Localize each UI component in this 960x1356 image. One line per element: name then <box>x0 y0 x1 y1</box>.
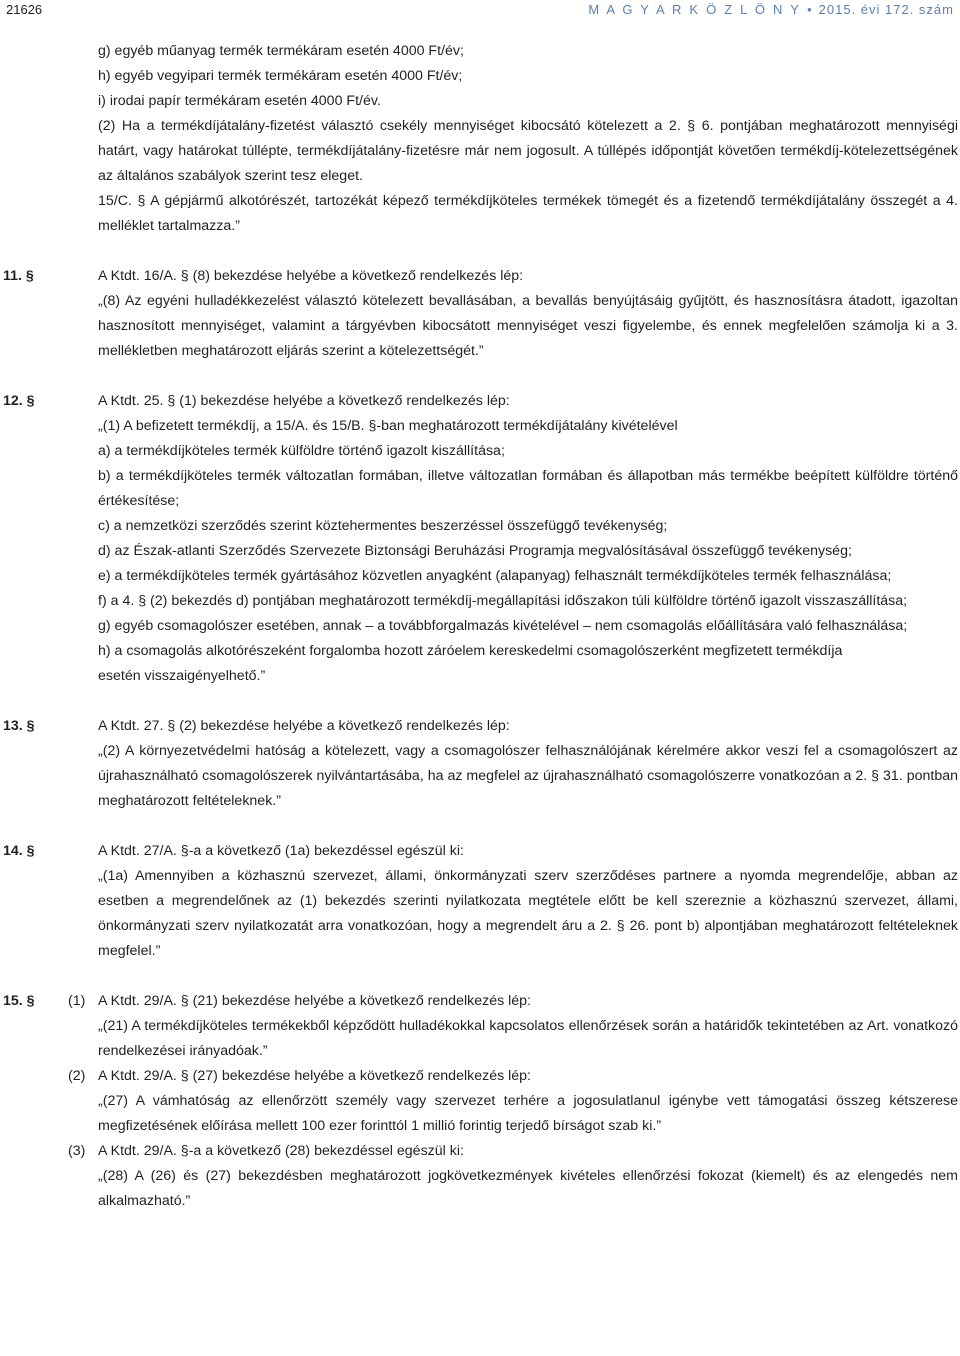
journal-name: M A G Y A R K Ö Z L Ö N Y <box>588 2 802 17</box>
section-line: „(8) Az egyéni hulladékkezelést választó kötelezett bevallásában, a bevallás benyújtásáig gyűjtött, és hasznosításra átadott, igazoltan hasznosított mennyiséget, valamint a tárgyévben kibocsátott mennyiséget veszi figyelembe, és ennek megfelelően számolja ki a 3. mellékletben meghatározott eljárás szerint a kötelezettségét.” <box>98 293 958 359</box>
section-line: „(2) A környezetvédelmi hatóság a kötelezett, vagy a csomagolószer felhasználójának kérelmére akkor veszi fel a csomagolószert az újrahasználható csomagolószerek nyilvántartásába, ha az megfelel az újrahasználható csomagolószerre vonatkozóan a 2. § 31. pontban meghatározott feltételeknek.” <box>98 743 958 809</box>
page-header <box>0 0 960 24</box>
section-line: c) a nemzetközi szerződés szerint köztehermentes beszerzéssel összefüggő tevékenység; <box>98 518 668 534</box>
intro-line: g) egyéb műanyag termék termékáram esetén 4000 Ft/év; <box>98 43 464 59</box>
intro-block <box>0 39 960 239</box>
section-line: A Ktdt. 29/A. §-a a következő (28) bekezdéssel egészül ki: <box>98 1143 464 1159</box>
section-line: „(1a) Amennyiben a közhasznú szervezet, állami, önkormányzati szerv szerződéses partnere a nyomda megrendelője, abban az esetben a megrendelőnek az (1) bekezdés szerinti nyilatkozata megtétele előtt be kell szereznie a közhasznú szervezet, állami, önkormányzati szerv nyilatkozatát arra vonatkozóan, hogy a megrendelt áru a 2. § 26. pont b) alpontjában meghatározott feltételeknek megfelel.” <box>98 868 958 959</box>
page-number: 21626 <box>6 2 43 17</box>
intro-line: i) irodai papír termékáram esetén 4000 Ft/év. <box>98 93 381 109</box>
section-14 <box>0 839 960 964</box>
issue-label: 2015. évi 172. szám <box>818 2 954 17</box>
section-line: h) a csomagolás alkotórészeként forgalomba hozott záróelem kereskedelmi csomagolószerként megfizetett termékdíja <box>98 643 843 659</box>
section-number: 15. § <box>3 993 35 1009</box>
section-line: A Ktdt. 29/A. § (27) bekezdése helyébe a következő rendelkezés lép: <box>98 1068 531 1084</box>
section-line: b) a termékdíjköteles termék változatlan formában, illetve változatlan formában és állapotban más termékbe beépített külföldre történő értékesítése; <box>98 468 958 509</box>
section-11 <box>0 264 960 364</box>
document-body <box>0 39 960 1214</box>
intro-line: h) egyéb vegyipari termék termékáram esetén 4000 Ft/év; <box>98 68 463 84</box>
section-number: 11. § <box>3 268 34 284</box>
section-12 <box>0 389 960 689</box>
subsection-label: (3) <box>68 1143 86 1159</box>
intro-paragraph: (2) Ha a termékdíjátalány-fizetést választó csekély mennyiséget kibocsátó kötelezett a 2. § 6. pontjában meghatározott mennyiségi határt, vagy határokat túllépte, termékdíjátalány-fizetésre már nem jogosult. A túllépés időpontját követően termékdíj-kötelezettségének az általános szabályok szerint tesz eleget. <box>98 118 958 184</box>
section-number: 14. § <box>3 843 35 859</box>
section-line: „(28) A (26) és (27) bekezdésben meghatározott jogkövetkezmények kivételes ellenőrzési fokozat (kiemelt) és az elengedés nem alkalmazható.” <box>98 1168 958 1209</box>
journal-title <box>588 2 954 18</box>
subsection-1 <box>0 989 960 1064</box>
section-line: „(27) A vámhatóság az ellenőrzött személy vagy szervezet terhére a jogosulatlanul igénybe vett támogatási összeg kétszerese megfizetésének előírása mellett 100 ezer forinttól 1 millió forintig terjedő bírságot szab ki.” <box>98 1093 958 1134</box>
subsection-3 <box>0 1139 960 1214</box>
section-line: esetén visszaigényelhető.” <box>98 668 266 684</box>
header-separator: • <box>807 2 813 17</box>
section-line: A Ktdt. 25. § (1) bekezdése helyébe a következő rendelkezés lép: <box>98 393 510 409</box>
section-line: f) a 4. § (2) bekezdés d) pontjában meghatározott termékdíj-megállapítási időszakon túli külföldre történő igazolt visszaszállítása; <box>98 593 908 609</box>
subsection-label: (1) <box>68 993 86 1009</box>
section-line: e) a termékdíjköteles termék gyártásához közvetlen anyagként (alapanyag) felhasznált termékdíjköteles termék felhasználása; <box>98 568 892 584</box>
subsection-label: (2) <box>68 1068 86 1084</box>
section-line: d) az Észak-atlanti Szerződés Szervezete Biztonsági Beruházási Programja megvalósításával összefüggő tevékenység; <box>98 543 852 559</box>
section-line: A Ktdt. 16/A. § (8) bekezdése helyébe a következő rendelkezés lép: <box>98 268 524 284</box>
section-line: „(1) A befizetett termékdíj, a 15/A. és 15/B. §-ban meghatározott termékdíjátalány kivételével <box>98 418 678 434</box>
section-line: A Ktdt. 27. § (2) bekezdése helyébe a következő rendelkezés lép: <box>98 718 510 734</box>
subsection-2 <box>0 1064 960 1139</box>
section-line: „(21) A termékdíjköteles termékekből képződött hulladékokkal kapcsolatos ellenőrzések során a határidők tekintetében az Art. vonatkozó rendelkezései irányadóak.” <box>98 1018 958 1059</box>
section-number: 13. § <box>3 718 35 734</box>
section-13 <box>0 714 960 814</box>
section-line: a) a termékdíjköteles termék külföldre történő igazolt kiszállítása; <box>98 443 505 459</box>
section-line: A Ktdt. 27/A. §-a a következő (1a) bekezdéssel egészül ki: <box>98 843 464 859</box>
intro-paragraph: 15/C. § A gépjármű alkotórészét, tartozékát képező termékdíjköteles termékek tömegét és a fizetendő termékdíjátalány összegét a 4. melléklet tartalmazza.” <box>98 193 958 234</box>
section-line: A Ktdt. 29/A. § (21) bekezdése helyébe a következő rendelkezés lép: <box>98 993 531 1009</box>
section-number: 12. § <box>3 393 35 409</box>
section-line: g) egyéb csomagolószer esetében, annak – a továbbforgalmazás kivételével – nem csomagolás előállítására való felhasználása; <box>98 618 908 634</box>
section-15 <box>0 989 960 1214</box>
